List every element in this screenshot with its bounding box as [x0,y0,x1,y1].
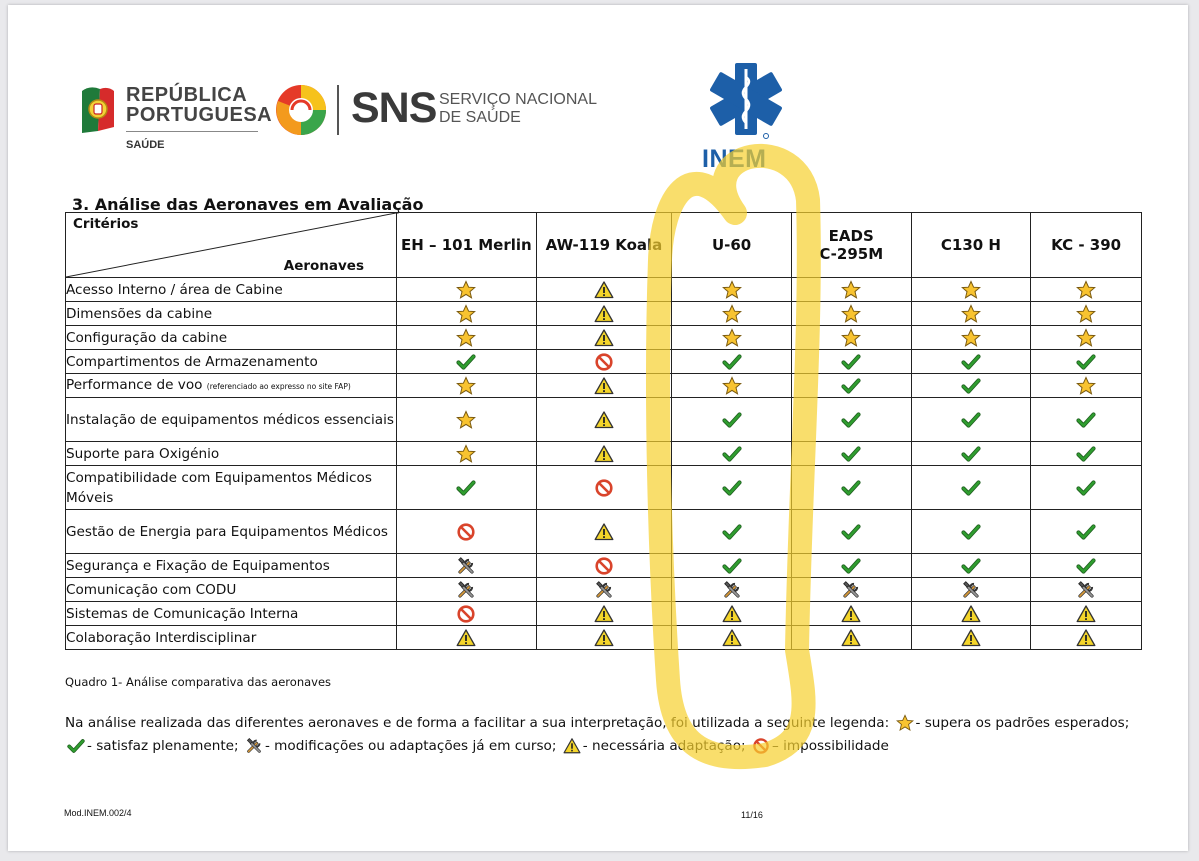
prohibited-icon [456,604,476,624]
rating-cell [536,602,672,626]
rating-cell [911,626,1031,650]
warning-icon [961,604,981,624]
warning-icon [1076,628,1096,648]
star-icon [841,304,861,324]
legend [65,712,1155,758]
rating-cell [1031,466,1142,510]
tools-icon [594,580,614,600]
check-icon [961,410,981,430]
rating-cell [672,398,792,442]
warning-icon [594,444,614,464]
star-icon [456,410,476,430]
warning-icon [594,628,614,648]
check-icon [841,444,861,464]
rating-cell [911,350,1031,374]
check-icon [1076,410,1096,430]
warning-icon [594,304,614,324]
rating-cell [672,302,792,326]
warning-icon [594,328,614,348]
star-icon [1076,328,1096,348]
check-icon [841,376,861,396]
criterion-text: Acesso Interno / área de Cabine [66,281,283,298]
criterion-label [66,626,397,650]
table-caption: Quadro 1- Análise comparativa das aeronaves [65,675,332,689]
criterion-text: Segurança e Fixação de Equipamentos [66,557,330,574]
aircraft-header-eh101 [397,213,537,278]
rating-cell [672,510,792,554]
prohibited-icon [594,556,614,576]
table-row [66,602,1142,626]
check-icon [456,478,476,498]
check-icon [456,352,476,372]
criterion-text: Compatibilidade com Equipamentos Médicos Móveis [66,469,372,506]
check-icon [1076,352,1096,372]
republic-line-2: PORTUGUESA [126,104,273,126]
legend-tools-text: - modificações ou adaptações já em curso; [264,738,557,754]
star-icon [456,280,476,300]
sns-divider [337,85,339,135]
criterion-label [66,578,397,602]
prohibited-icon [594,478,614,498]
check-icon [722,478,742,498]
table-row [66,442,1142,466]
rating-cell [911,466,1031,510]
rating-cell [911,510,1031,554]
portuguese-republic-emblem-icon [78,83,118,135]
star-icon [722,376,742,396]
aircraft-name-line-2: C-295M [819,245,884,263]
check-icon [722,556,742,576]
criterion-text: Sistemas de Comunicação Interna [66,605,299,622]
table-header-row [66,213,1142,278]
table-row [66,350,1142,374]
prohibited-icon [594,352,614,372]
aircraft-header-aw119 [536,213,672,278]
rating-cell [536,398,672,442]
rating-cell [791,466,911,510]
rating-cell [911,442,1031,466]
criterion-text: Gestão de Energia para Equipamentos Médicos [66,523,388,540]
check-icon [67,737,85,755]
rating-cell [672,554,792,578]
rating-cell [397,442,537,466]
criterion-text: Compartimentos de Armazenamento [66,353,318,370]
rating-cell [397,510,537,554]
criterion-text: Configuração da cabine [66,329,228,346]
form-code: Mod.INEM.002/4 [64,808,132,818]
rating-cell [397,350,537,374]
rating-cell [536,302,672,326]
check-icon [841,556,861,576]
table-row [66,278,1142,302]
tools-icon [961,580,981,600]
rating-cell [791,350,911,374]
star-icon [456,328,476,348]
warning-icon [722,628,742,648]
rating-cell [1031,326,1142,350]
rating-cell [536,442,672,466]
warning-icon [594,410,614,430]
table-row [66,510,1142,554]
star-icon [896,714,914,732]
check-icon [841,478,861,498]
warning-icon [456,628,476,648]
rating-cell [397,554,537,578]
rating-cell [791,510,911,554]
rating-cell [911,398,1031,442]
criterion-label [66,374,397,398]
rating-cell [397,578,537,602]
rating-cell [1031,374,1142,398]
section-title: 3. Análise das Aeronaves em Avaliação [72,195,424,214]
check-icon [841,410,861,430]
table-row [66,302,1142,326]
table-body [66,278,1142,650]
aircraft-header-u60 [672,213,792,278]
criterion-text: Comunicação com CODU [66,581,237,598]
criterion-label [66,350,397,374]
rating-cell [397,302,537,326]
check-icon [1076,444,1096,464]
legend-warn-text: - necessária adaptação; [582,738,746,754]
sns-logo-icon [274,83,328,137]
page-number: 11/16 [741,810,763,820]
star-icon [456,376,476,396]
rating-cell [536,554,672,578]
rating-cell [911,278,1031,302]
rating-cell [1031,398,1142,442]
rating-cell [397,374,537,398]
rating-cell [911,602,1031,626]
criterion-label [66,302,397,326]
rating-cell [791,578,911,602]
rating-cell [672,602,792,626]
check-icon [961,352,981,372]
rating-cell [672,374,792,398]
rating-cell [1031,442,1142,466]
warning-icon [563,737,581,755]
star-icon [456,444,476,464]
sns-subtitle-line-1: SERVIÇO NACIONAL [439,91,597,108]
rating-cell [1031,626,1142,650]
tools-icon [456,556,476,576]
sns-title: SNS [351,84,437,132]
criterion-label [66,510,397,554]
check-icon [961,556,981,576]
rating-cell [911,326,1031,350]
star-icon [722,280,742,300]
table-row [66,374,1142,398]
criterion-text: Colaboração Interdisciplinar [66,629,257,646]
rating-cell [791,302,911,326]
rating-cell [536,626,672,650]
rating-cell [672,578,792,602]
warning-icon [594,280,614,300]
rating-cell [536,466,672,510]
star-icon [961,304,981,324]
star-icon [722,328,742,348]
check-icon [961,522,981,542]
star-icon [841,328,861,348]
criterion-label [66,442,397,466]
sns-subtitle-line-2: DE SAÚDE [439,109,521,126]
rating-cell [911,578,1031,602]
criterion-text: Instalação de equipamentos médicos essenciais [66,411,394,428]
rating-cell [672,626,792,650]
aircraft-header-kc390 [1031,213,1142,278]
aircraft-name: U-60 [711,236,752,254]
criterion-label [66,326,397,350]
legend-check-text: - satisfaz plenamente; [87,738,239,754]
table-row [66,466,1142,510]
warning-icon [841,604,861,624]
rating-cell [1031,554,1142,578]
criterion-label [66,554,397,578]
tools-icon [456,580,476,600]
warning-icon [841,628,861,648]
rating-cell [791,278,911,302]
republic-wordmark [126,85,272,125]
check-icon [722,522,742,542]
criteria-heading: Critérios [73,216,139,232]
rating-cell [1031,602,1142,626]
criterion-text: Dimensões da cabine [66,305,213,322]
legend-no-text: – impossibilidade [771,738,889,754]
star-icon [1076,376,1096,396]
rating-cell [536,350,672,374]
table-row [66,326,1142,350]
tools-icon [722,580,742,600]
check-icon [1076,522,1096,542]
aircraft-name: AW-119 Koala [545,236,663,254]
tools-icon [1076,580,1096,600]
rating-cell [397,326,537,350]
rating-cell [1031,510,1142,554]
check-icon [1076,556,1096,576]
rating-cell [1031,278,1142,302]
rating-cell [791,602,911,626]
table-row [66,554,1142,578]
check-icon [841,522,861,542]
criterion-label [66,398,397,442]
star-icon [1076,280,1096,300]
sns-subtitle [439,91,597,127]
check-icon [722,410,742,430]
aircraft-name: EH – 101 Merlin [400,236,532,254]
rating-cell [536,510,672,554]
rating-cell [791,326,911,350]
rating-cell [791,398,911,442]
republic-subtitle: SAÚDE [126,139,165,151]
rating-cell [536,374,672,398]
warning-icon [594,522,614,542]
criterion-label [66,278,397,302]
corner-header-diagonal [66,213,396,277]
star-icon [961,280,981,300]
corner-header [66,213,397,278]
warning-icon [961,628,981,648]
check-icon [1076,478,1096,498]
aircraft-header-c130h [911,213,1031,278]
rating-cell [791,374,911,398]
rating-cell [791,626,911,650]
rating-cell [1031,578,1142,602]
table-row [66,626,1142,650]
aircraft-header-c295m [791,213,911,278]
warning-icon [722,604,742,624]
check-icon [841,352,861,372]
rating-cell [672,466,792,510]
rating-cell [536,278,672,302]
rating-cell [672,326,792,350]
star-icon [722,304,742,324]
rating-cell [536,326,672,350]
aircraft-name: KC - 390 [1051,236,1122,254]
rating-cell [791,554,911,578]
criterion-text: Performance de voo [66,376,203,393]
aircraft-name: EADS [828,227,874,245]
check-icon [961,478,981,498]
rating-cell [911,374,1031,398]
aircraft-comparison-table [65,212,1142,650]
rating-cell [791,442,911,466]
rating-cell [911,554,1031,578]
legend-star-text: - supera os padrões esperados; [915,715,1130,731]
rating-cell [672,442,792,466]
criterion-text: Suporte para Oxigénio [66,445,220,462]
rating-cell [1031,350,1142,374]
rating-cell [397,466,537,510]
rating-cell [397,626,537,650]
star-icon [456,304,476,324]
check-icon [722,444,742,464]
aircraft-name: C130 H [940,236,1001,254]
republic-line-1: REPÚBLICA [126,84,248,106]
criterion-label [66,466,397,510]
republic-rule [126,131,258,132]
warning-icon [594,604,614,624]
check-icon [961,444,981,464]
prohibited-icon [456,522,476,542]
table-row [66,578,1142,602]
inem-wordmark: INEM [702,145,767,173]
warning-icon [594,376,614,396]
warning-icon [1076,604,1096,624]
rating-cell [397,278,537,302]
tools-icon [245,737,263,755]
criterion-label [66,602,397,626]
rating-cell [1031,302,1142,326]
aircraft-heading: Aeronaves [283,258,364,274]
rating-cell [397,398,537,442]
rating-cell [672,350,792,374]
check-icon [961,376,981,396]
rating-cell [536,578,672,602]
table-row [66,398,1142,442]
tools-icon [841,580,861,600]
star-icon [961,328,981,348]
criterion-note: (referenciado ao expresso no site FAP) [206,381,351,391]
rating-cell [672,278,792,302]
rating-cell [397,602,537,626]
legend-intro: Na análise realizada das diferentes aeronaves e de forma a facilitar a sua interpretação, foi utilizada a seguinte legenda: [65,715,890,731]
star-icon [841,280,861,300]
prohibited-icon [752,737,770,755]
check-icon [722,352,742,372]
rating-cell [911,302,1031,326]
star-icon [1076,304,1096,324]
